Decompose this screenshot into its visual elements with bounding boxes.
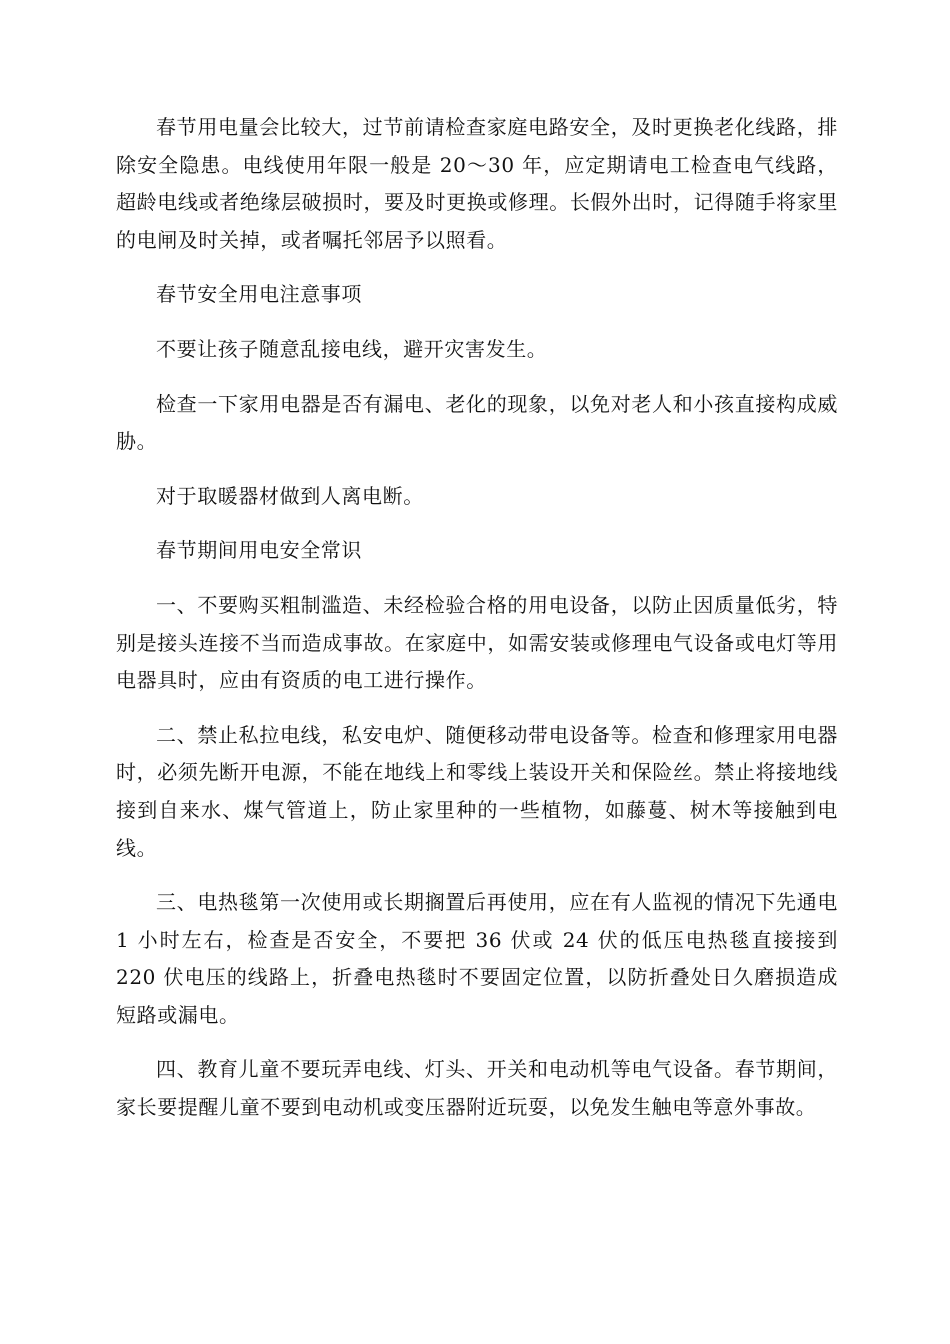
section-heading-precautions: 春节安全用电注意事项	[156, 282, 362, 307]
paragraph-intro: 春节用电量会比较大，过节前请检查家庭电路安全，及时更换老化线路，排除安全隐患。电线使用年限一般是 20～30 年，应定期请电工检查电气线路，超龄电线或者绝缘层破损时，要及时更换或修理。长假外出时，记得随手将家里的电闸及时关掉，或者嘱托邻居予以照看。	[116, 115, 838, 252]
paragraph-item-1: 一、不要购买粗制滥造、未经检验合格的用电设备，以防止因质量低劣，特别是接头连接不当而造成事故。在家庭中，如需安装或修理电气设备或电灯等用电器具时，应由有资质的电工进行操作。	[116, 592, 838, 693]
paragraph-heaters: 对于取暖器材做到人离电断。	[156, 483, 424, 508]
document-page	[116, 109, 838, 1144]
paragraph-check-appliances: 检查一下家用电器是否有漏电、老化的现象，以免对老人和小孩直接构成威胁。	[116, 391, 838, 454]
paragraph-children-wiring: 不要让孩子随意乱接电线，避开灾害发生。	[156, 336, 548, 361]
section-heading-common-knowledge: 春节期间用电安全常识	[156, 538, 362, 563]
paragraph-item-4: 四、教育儿童不要玩弄电线、灯头、开关和电动机等电气设备。春节期间，家长要提醒儿童不要到电动机或变压器附近玩耍，以免发生触电等意外事故。	[116, 1057, 838, 1120]
paragraph-item-3: 三、电热毯第一次使用或长期搁置后再使用，应在有人监视的情况下先通电 1 小时左右，检查是否安全，不要把 36 伏或 24 伏的低压电热毯直接接到 220 伏电压的线路上，折叠电热毯时不要固定位置，以防折叠处日久磨损造成短路或漏电。	[116, 890, 838, 1027]
paragraph-item-2: 二、禁止私拉电线，私安电炉、随便移动带电设备等。检查和修理家用电器时，必须先断开电源，不能在地线上和零线上装设开关和保险丝。禁止将接地线接到自来水、煤气管道上，防止家里种的一些植物，如藤蔓、树木等接触到电线。	[116, 722, 838, 860]
